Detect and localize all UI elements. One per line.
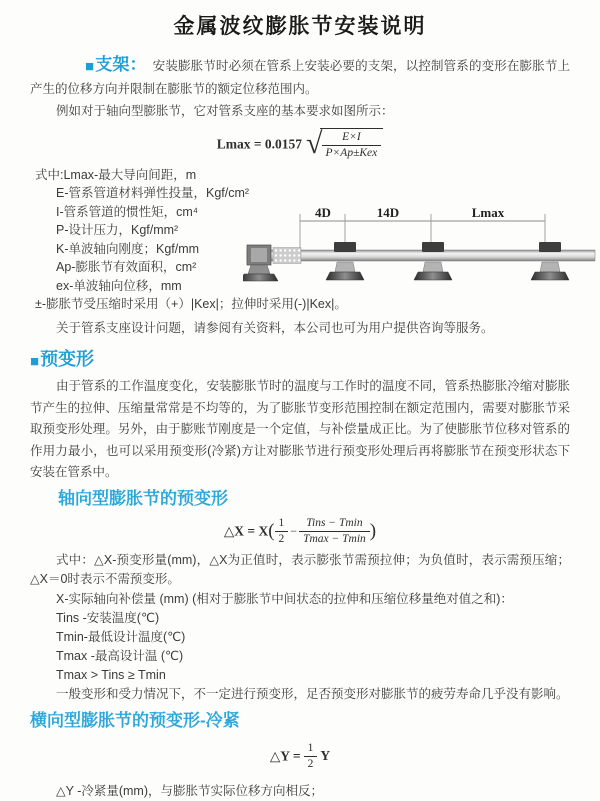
dim-label-lmax: Lmax [471,205,505,220]
formula-lhs: Lmax = 0.0157 [216,136,303,152]
document-page [0,12,600,801]
variable-line: P-设计压力，Kgf/mm² [56,223,179,238]
page-title: 金属波纹膨胀节安装说明 [173,15,427,38]
note-line: Tmin-最低设计温度(℃) [56,629,186,644]
note-line: Tins -安装温度(℃) [56,610,160,625]
radical-sign: √ [306,127,323,161]
predeform-section-heading [30,347,570,374]
variable-text: Lmax-最大导向间距，m [63,167,197,182]
variable-line: Ap-膨胀节有效面积，cm² [56,260,197,275]
fraction-denominator: 2 [278,532,285,545]
note-paragraph: 式中：△X-预变形量(mm)，△X为正值时，表示膨张节需预拉伸；为负值时，表示需预压缩；△X＝0时表示不需预变形。 [30,552,570,587]
variable-line: K-单波轴向刚度；Kgf/mm [56,241,200,256]
support-section-heading: 支架： [95,55,147,74]
dim-label-4d: 4D [315,205,331,220]
dim-label-14d: 14D [376,205,400,220]
note-line: Tmax > Tins ≥ Tmin [56,667,166,682]
fraction-denominator: Tmax − Tmin [303,532,366,545]
axial-sub-heading: 轴向型膨胀节的预变形 [58,488,228,508]
variable-line [35,166,570,185]
fraction-numerator: Tins − Tmin [299,516,370,532]
section-marker-icon: ■ [30,353,40,371]
support-intro-paragraph [30,54,570,100]
lateral-notes [30,782,570,801]
formula-lhs: △Y = [269,748,301,764]
fraction-denominator: 2 [307,757,314,770]
formula-lhs: △X = X [223,523,269,539]
variable-line: I-管系管道的惯性矩，cm⁴ [56,204,199,219]
lmax-formula [30,128,570,161]
predeform-heading-text: 预变形 [40,349,95,370]
fraction [322,130,382,161]
minus-operator: − [290,523,298,538]
delta-x-formula [30,516,570,547]
half-fraction [304,741,318,772]
temperature-fraction [299,516,370,547]
note-line: 一般变形和受力情况下，不一定进行预变形，足否预变形对膨胀节的疲劳寿命几乎没有影响。 [56,686,569,701]
formula-rhs: Y [320,748,331,764]
fraction-numerator: 1 [275,516,289,532]
note-line: Tmax -最高设计温 (℃) [56,648,184,663]
predeform-paragraph: 由于管系的工作温度变化，安装膨胀节时的温度与工作时的温度不同，管系热膨胀冷缩对膨胀节产生的拉伸、压缩量常常是不均等的，为了膨胀节变形范围控制在额定范围内，需要对膨胀节采取预变形处理。另外，由于膨账节刚度是一个定值，与补偿量成正比。为了使膨胀节位移对管系的作用力最小，也可以采用预变形(冷紧)方让对膨胀节进行预变形处理后再将膨胀节在预变形状态下安装在管系中。 [30,379,570,480]
fraction-numerator: 1 [304,741,318,757]
lateral-sub-heading: 横向型膨胀节的预变形-冷紧 [30,710,240,730]
radical-body [320,128,384,161]
fraction-denominator: P×Ap±Kex [325,146,378,159]
delta-y-formula [30,741,570,772]
variable-line: E-管系管道材料弹性投量，Kgf/cm² [56,186,250,201]
support-intro-text: 安装膨胀节时必须在管系上安装必要的支架，以控制管系的变形在膨胀节上产生的位移方向并限制在膨胀节的额定位移范围内。 [30,59,570,96]
half-fraction [275,516,289,547]
fraction-numerator: E×I [322,130,382,146]
variable-line: ex-单波轴向位移，mm [56,278,182,293]
right-paren: ) [369,520,377,542]
axial-notes [30,551,570,704]
consult-line: 关于管系支座设计问题，请参阅有关资料，本公司也可为用户提供咨询等服务。 [56,320,494,335]
where-label: 式中: [35,167,64,182]
pipe-diagram-svg [243,204,597,296]
section-marker-icon: ■ [85,58,95,75]
variable-line: ±-膨胀节受压缩时采用（+）|Kex|；拉伸时采用(-)|Kex|。 [35,297,347,312]
note-line: △Y -冷紧量(mm)，与膨胀节实际位移方向相反； [56,783,324,798]
note-line: X-实际轴向补偿量 (mm) (相对于膨胀节中间状态的拉伸和压缩位移量绝对值之和)： [56,591,513,606]
left-paren: ( [268,520,275,542]
bellows-icon [273,248,301,264]
support-example-line: 例如对于轴向型膨胀节，它对管系支座的基本要求如图所示： [56,104,394,118]
support-requirement-diagram [243,204,597,296]
